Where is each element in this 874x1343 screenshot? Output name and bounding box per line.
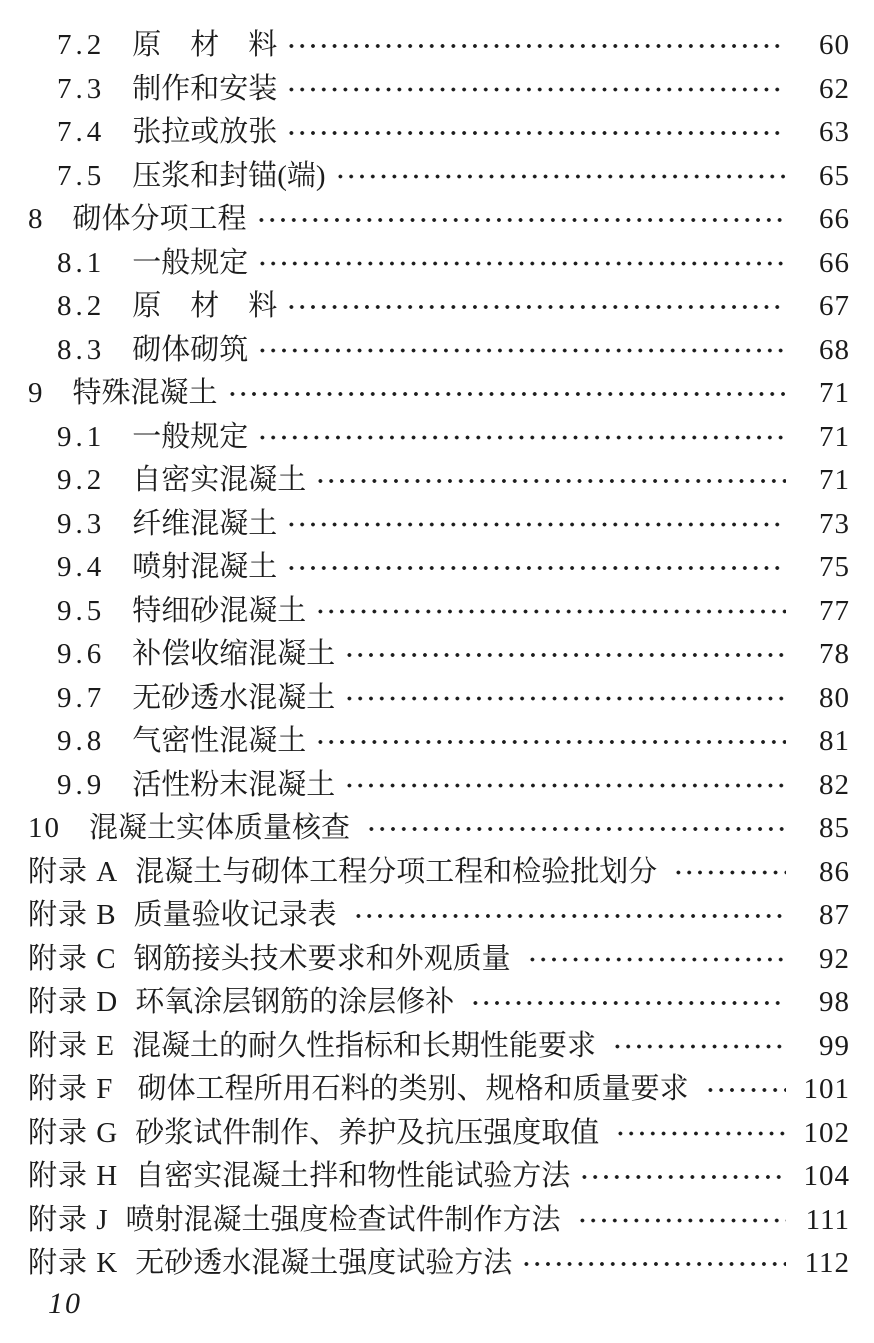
toc-entry [0,68,874,112]
toc-entry-number: 9.2 [57,464,106,497]
toc-entry-number: 附录 J [28,1203,109,1236]
dot-leader [353,894,786,938]
dot-leader [256,198,786,242]
dot-leader [315,459,786,503]
dot-leader [615,1112,786,1156]
toc-entry-title: 钢筋接头技术要求和外观质量 [133,942,518,975]
toc-entry-number: 9.5 [57,594,106,627]
toc-entry-title: 喷射混凝土 [132,551,278,584]
toc-entry [0,416,874,460]
toc-entry-page: 87 [819,899,850,932]
dot-leader [344,633,786,677]
toc-entry-number: 9.4 [57,551,106,584]
dot-leader [577,1199,786,1243]
toc-entry-title: 无砂透水混凝土强度试验方法 [135,1247,513,1280]
toc-entry [0,155,874,199]
toc-entry-page: 60 [819,29,850,62]
toc-entry-page: 71 [819,464,850,497]
toc-entry-page: 98 [819,986,850,1019]
toc-entry-page: 71 [819,377,850,410]
toc-entry-number: 7.2 [57,29,106,62]
toc-entry-title: 一般规定 [132,420,249,453]
toc-entry-page: 101 [803,1073,850,1106]
toc-entry [0,851,874,895]
dot-leader [344,764,786,808]
dot-leader [612,1025,786,1069]
dot-leader [227,372,786,416]
dot-leader [470,981,786,1025]
toc-entry-number: 附录 B [28,899,117,932]
toc-entry-page: 99 [819,1029,850,1062]
dot-leader [705,1068,786,1112]
dot-leader [315,720,786,764]
toc-entry-title: 原 材 料 [132,29,278,62]
toc-entry-page: 73 [819,507,850,540]
toc-entry-number: 附录 C [28,942,117,975]
toc-entry-page: 104 [803,1160,850,1193]
toc-entry-title: 制作和安装 [132,72,278,105]
toc-entry-title: 特殊混凝土 [72,377,218,410]
toc-entry [0,285,874,329]
toc-entry [0,677,874,721]
toc-entry [0,590,874,634]
toc-entry-title: 纤维混凝土 [132,507,278,540]
dot-leader [673,851,786,895]
toc-entry [0,1199,874,1243]
toc-entry-page: 71 [819,420,850,453]
toc-entry [0,242,874,286]
toc-entry-number: 7.5 [57,159,106,192]
toc-entry-title: 原 材 料 [132,290,278,323]
toc-entry [0,24,874,68]
toc-entry-page: 75 [819,551,850,584]
toc-entry-number: 附录 D [28,986,119,1019]
toc-entry-title: 补偿收缩混凝土 [132,638,336,671]
toc-entry-page: 63 [819,116,850,149]
dot-leader [286,68,786,112]
toc-list [0,24,874,1286]
toc-entry-number: 8.2 [57,290,106,323]
toc-entry-title: 混凝土与砌体工程分项工程和检验批划分 [135,855,665,888]
toc-entry-title: 活性粉末混凝土 [132,768,336,801]
toc-entry [0,1025,874,1069]
dot-leader [286,503,786,547]
toc-entry-number: 附录 E [28,1029,115,1062]
toc-entry-number: 7.4 [57,116,106,149]
toc-entry-page: 77 [819,594,850,627]
toc-entry-number: 8.3 [57,333,106,366]
toc-entry-title: 环氧涂层钢筋的涂层修补 [135,986,462,1019]
dot-leader [579,1155,786,1199]
toc-entry [0,764,874,808]
toc-entry-number: 8.1 [57,246,106,279]
toc-entry-title: 砂浆试件制作、养护及抗压强度取值 [135,1116,607,1149]
toc-entry-page: 66 [819,203,850,236]
toc-entry-title: 张拉或放张 [132,116,278,149]
toc-entry-number: 9.3 [57,507,106,540]
toc-entry [0,720,874,764]
toc-entry-number: 9.1 [57,420,106,453]
toc-entry-page: 112 [804,1247,850,1280]
toc-entry [0,1155,874,1199]
toc-entry [0,459,874,503]
toc-entry-page: 111 [805,1203,850,1236]
toc-entry-title: 一般规定 [132,246,249,279]
dot-leader [315,590,786,634]
toc-entry [0,894,874,938]
toc-entry [0,329,874,373]
toc-entry-page: 102 [803,1116,850,1149]
toc-entry-number: 附录 F [28,1073,114,1106]
toc-entry-title: 混凝土的耐久性指标和长期性能要求 [131,1029,604,1062]
toc-entry [0,546,874,590]
toc-entry-title: 质量验收记录表 [133,899,344,932]
toc-entry-page: 85 [819,812,850,845]
toc-entry-number: 附录 A [28,855,119,888]
toc-entry-page: 86 [819,855,850,888]
toc-entry-page: 67 [819,290,850,323]
toc-entry-title: 砌体砌筑 [132,333,249,366]
toc-entry-page: 82 [819,768,850,801]
toc-entry-title: 气密性混凝土 [132,725,307,758]
dot-leader [527,938,786,982]
toc-entry-number: 9.7 [57,681,106,714]
toc-entry-number: 附录 H [28,1160,119,1193]
toc-entry [0,807,874,851]
toc-entry [0,372,874,416]
toc-entry [0,633,874,677]
toc-entry-page: 62 [819,72,850,105]
toc-entry [0,938,874,982]
toc-entry-title: 砌体工程所用石料的类别、规格和质量要求 [130,1073,696,1106]
toc-entry-number: 9 [28,377,45,410]
dot-leader [286,285,786,329]
toc-entry-number: 9.9 [57,768,106,801]
page-folio: 10 [48,1286,82,1320]
toc-entry [0,1068,874,1112]
dot-leader [366,807,786,851]
toc-entry [0,981,874,1025]
toc-entry-title: 砌体分项工程 [72,203,247,236]
toc-entry-page: 65 [819,159,850,192]
dot-leader [257,329,786,373]
dot-leader [344,677,786,721]
toc-entry [0,198,874,242]
toc-entry-number: 10 [28,812,61,845]
toc-entry-page: 81 [819,725,850,758]
dot-leader [286,546,786,590]
toc-entry-number: 9.8 [57,725,106,758]
toc-entry-page: 68 [819,333,850,366]
toc-entry-page: 66 [819,246,850,279]
toc-entry [0,1242,874,1286]
toc-entry-title: 特细砂混凝土 [132,594,307,627]
toc-entry [0,111,874,155]
toc-entry-number: 9.6 [57,638,106,671]
toc-entry-title: 自密实混凝土 [132,464,307,497]
dot-leader [335,155,786,199]
dot-leader [286,24,786,68]
dot-leader [257,416,786,460]
toc-entry-page: 78 [819,638,850,671]
toc-entry-title: 喷射混凝土强度检查试件制作方法 [125,1203,568,1236]
toc-entry-page: 80 [819,681,850,714]
toc-entry-title: 混凝土实体质量核查 [89,812,358,845]
toc-entry-title: 压浆和封锚(端) [132,159,326,192]
toc-entry-page: 92 [819,942,850,975]
dot-leader [257,242,786,286]
toc-entry-number: 附录 G [28,1116,119,1149]
dot-leader [286,111,786,155]
toc-entry-number: 附录 K [28,1247,119,1280]
toc-entry-number: 8 [28,203,45,236]
toc-entry-title: 自密实混凝土拌和物性能试验方法 [135,1160,571,1193]
toc-entry-number: 7.3 [57,72,106,105]
toc-entry [0,503,874,547]
dot-leader [521,1242,786,1286]
toc-entry-title: 无砂透水混凝土 [132,681,336,714]
toc-entry [0,1112,874,1156]
